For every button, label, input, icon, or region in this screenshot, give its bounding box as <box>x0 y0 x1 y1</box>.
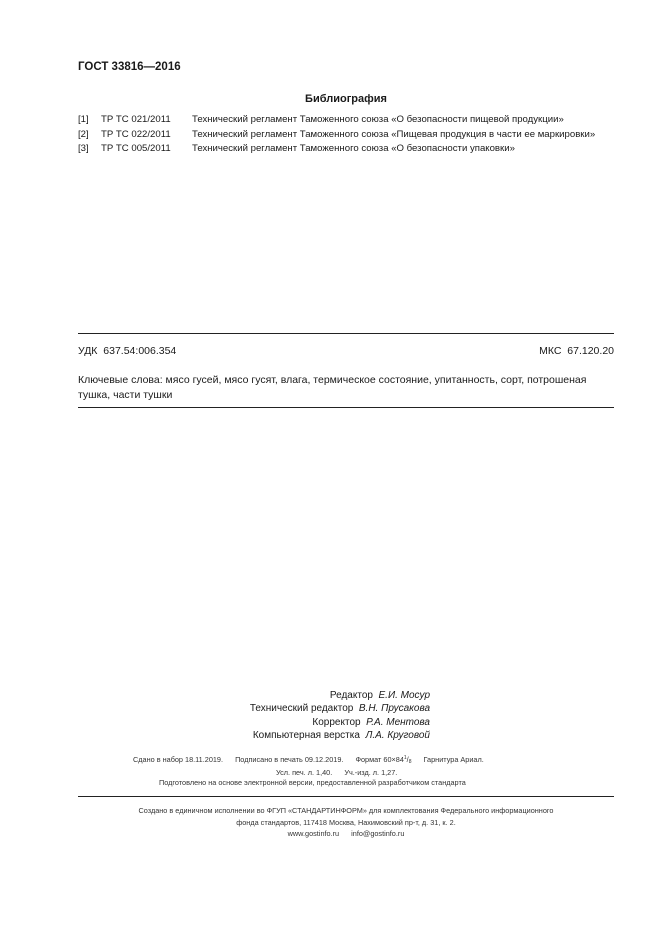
credit-name: Л.А. Круговой <box>365 729 430 741</box>
mks-code <box>539 345 614 357</box>
udk-label: УДК <box>78 345 98 357</box>
item-text: Технический регламент Таможенного союза «О безопасности упаковки» <box>192 143 515 154</box>
bibliography-title: Библиография <box>305 93 387 105</box>
bottom-divider <box>78 407 614 408</box>
format: Формат $60\times 84^1/_8$ <box>355 755 412 765</box>
keywords-line-2: тушка, части тушки <box>78 388 173 401</box>
email-link[interactable]: info@gostinfo.ru <box>351 829 405 839</box>
footer-line-2: фонда стандартов, 117418 Москва, Нахимовский пр-т, д. 31, к. 2. <box>236 817 456 827</box>
bibliography-item <box>78 142 595 157</box>
footer-line-1: Создано в единичном исполнении во ФГУП «СТАНДАРТИНФОРМ» для комплектования Федерального информационного <box>138 806 554 815</box>
credit-line <box>200 689 430 702</box>
item-number: [2] <box>78 128 89 140</box>
top-divider <box>78 333 614 334</box>
credit-line <box>200 702 430 715</box>
website-link[interactable]: www.gostinfo.ru <box>287 829 340 839</box>
item-number: [1] <box>78 114 89 125</box>
publication-line-1 <box>133 755 484 765</box>
item-code: ТР ТС 021/2011 <box>101 114 171 125</box>
credits-block <box>200 689 430 742</box>
print-sheets: Усл. печ. л. 1,40. <box>276 768 333 777</box>
mks-label: МКС <box>539 345 562 357</box>
mks-value: 67.120.20 <box>567 345 614 357</box>
item-text: Технический регламент Таможенного союза «Пищевая продукция в части ее маркировки» <box>192 128 596 140</box>
bibliography-list <box>78 113 595 157</box>
footer-contacts <box>60 828 632 840</box>
footer-divider <box>78 796 614 797</box>
credit-line <box>200 729 430 742</box>
document-code: ГОСТ 33816—2016 <box>78 61 181 73</box>
item-text: Технический регламент Таможенного союза «О безопасности пищевой продукции» <box>192 114 564 125</box>
credit-role: Редактор <box>329 690 373 701</box>
credit-role: Технический редактор <box>249 703 354 715</box>
udk-code <box>78 345 176 357</box>
credit-role: Компьютерная верстка <box>252 729 360 741</box>
keywords <box>78 373 615 417</box>
item-number: [3] <box>78 143 89 154</box>
credit-name: В.Н. Прусакова <box>358 703 430 715</box>
publication-line-2 <box>276 768 397 777</box>
item-code: ТР ТС 005/2011 <box>101 143 171 154</box>
signed-date: Подписано в печать 09.12.2019. <box>235 755 344 764</box>
credit-role: Корректор <box>312 716 361 728</box>
keywords-line-1: Ключевые слова: мясо гусей, мясо гусят, влага, термическое состояние, упитанность, сорт, потрошеная <box>78 374 587 386</box>
publication-sheets: Уч.-изд. л. 1,27. <box>344 768 398 777</box>
bibliography-item <box>78 128 595 143</box>
item-code: ТР ТС 022/2011 <box>101 128 171 140</box>
bibliography-item <box>78 113 595 128</box>
footer <box>60 805 632 840</box>
typeface: Гарнитура Ариал. <box>423 755 484 764</box>
prepared-note: Подготовлено на основе электронной версии, предоставленной разработчиком стандарта <box>159 778 466 787</box>
credit-name: Е.И. Мосур <box>378 690 430 701</box>
submitted-date: Сдано в набор 18.11.2019. <box>133 755 224 764</box>
credit-name: Р.А. Ментова <box>366 716 430 728</box>
udk-value: 637.54:006.354 <box>103 345 177 357</box>
credit-line <box>200 716 430 729</box>
